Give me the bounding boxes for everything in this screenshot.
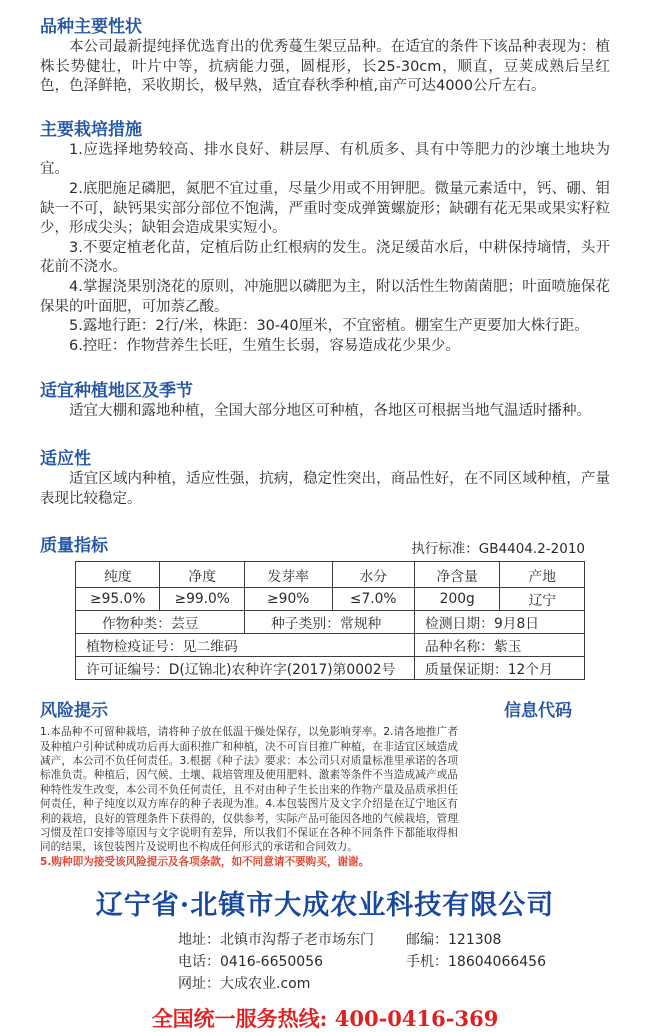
cell-variety-name: 品种名称：紫玉 (414, 634, 584, 657)
section-cultivation (40, 119, 610, 357)
region-season-heading: 适宜种植地区及季节 (40, 381, 193, 402)
cultivation-item-4: 4.掌握浇果别浇花的原则，冲施肥以磷肥为主，附以活性生物菌菌肥；叶面喷施保花保果的叶面肥，可加萘乙酸。 (40, 278, 610, 315)
region-season-text: 适宜大棚和露地种植，全国大部分地区可种植，各地区可根据当地气温适时播种。 (69, 403, 591, 420)
cultivation-heading: 主要栽培措施 (40, 119, 142, 140)
cell-license-no: 许可证编号：D(辽锦北)农种许字(2017)第0002号 (76, 657, 415, 680)
table-row (76, 634, 585, 657)
quality-heading-row (40, 535, 610, 557)
company-website: 网址：大成农业.com (178, 976, 311, 993)
th-germination: 发芽率 (244, 562, 332, 588)
cultivation-item-6: 6.控旺：作物营养生长旺，生殖生长弱，容易造成花少果少。 (69, 337, 460, 354)
company-postcode: 邮编：121308 (406, 932, 502, 949)
value-cleanliness: ≥99.0% (160, 588, 244, 611)
cell-test-date: 检测日期：9月8日 (414, 611, 584, 634)
cell-crop-type: 作物种类：芸豆 (76, 611, 245, 634)
table-row (76, 588, 585, 611)
th-purity: 纯度 (76, 562, 160, 588)
cell-seed-category: 种子类别：常规种 (244, 611, 414, 634)
th-net-content: 净含量 (414, 562, 500, 588)
variety-traits-text: 本公司最新提纯择优选育出的优秀蔓生架豆品种。在适宜的条件下该品种表现为：植株长势健壮，叶片中等，抗病能力强，圆棍形，长25-30cm，顺直，豆荚成熟后呈红色，色泽鲜艳，采收期长，极早熟，适宜春秋季种植,亩产可达4000公斤左右。 (40, 39, 610, 95)
risk-heading-row (40, 700, 610, 722)
section-risk-notice (40, 700, 610, 869)
cultivation-item-1: 1.应选择地势较高、排水良好、耕层厚、有机质多、具有中等肥力的沙壤土地块为宜。 (40, 141, 610, 178)
quality-heading: 质量指标 (40, 536, 108, 557)
service-hotline: 全国统一服务热线: 400-0416-369 (151, 1006, 499, 1032)
th-cleanliness: 净度 (160, 562, 244, 588)
adaptability-text: 适宜区域内种植，适应性强，抗病，稳定性突出，商品性好，在不同区域种植，产量表现比较稳定。 (40, 470, 610, 507)
value-origin: 辽宁 (500, 588, 585, 611)
quality-table (75, 561, 585, 680)
section-region-season (40, 380, 610, 422)
company-phone: 电话：0416-6650056 (178, 954, 324, 971)
table-row (76, 562, 585, 588)
phone-row (178, 953, 610, 972)
value-moisture: ≤7.0% (332, 588, 414, 611)
execution-standard: 执行标准：GB4404.2-2010 (411, 541, 585, 558)
section-quality-indicators (40, 535, 610, 680)
section-adaptability (40, 448, 610, 509)
cultivation-item-3: 3.不要定植老化苗，定植后防止红根病的发生。浇足缓苗水后，中耕保持墒情，头开花前不浇水。 (40, 239, 610, 276)
risk-warning-text: 5.购种即为接受该风险提示及各项条款，如不同意请不要购买，谢谢。 (40, 855, 370, 868)
table-row (76, 611, 585, 634)
cultivation-item-2: 2.底肥施足磷肥，氮肥不宜过重，尽量少用或不用钾肥。微量元素适中，钙、硼、钼缺一不可，缺钙果实部分部位不饱满，严重时变成弹簧螺旋形；缺硼有花无果或果实籽粒少，形成尖头；缺钼会造成果实短小。 (40, 180, 610, 237)
website-row (178, 975, 610, 994)
cell-quality-period: 质量保证期：12个月 (414, 657, 584, 680)
risk-body-text: 1.本品种不可留种栽培，请将种子放在低温干燥处保存，以免影响芽率。2.请各地推广者及种植户引种试种成功后再大面积推广和种植，决不可盲目推广种植，在非适宜区域造成减产，本公司不负任何责任。3.根据《种子法》要求：本公司只对质量标准里承诺的各项标准负责。种植后，因气候、土壤、栽培管理及使用肥料、激素等条件不当造成减产或品种特性发生改变，本公司不负任何责任，且不对由种子生长出来的作物产量及品质承担任何责任，种子纯度以双方库存的种子表现为准。4.本包装图片及文字介绍是在辽宁地区有利的栽培，良好的管理条件下获得的，仅供参考，实际产品可能因各地的气候栽培，管理习惯及茬口安排等原因与文字说明有差异，所以我们不保证在各种不同条件下都能取得相同的结果，该包装图片及说明也不构成任何形式的承诺和合同效力。 (40, 726, 458, 854)
section-variety-traits (40, 16, 610, 97)
cultivation-item-5: 5.露地行距：2行/米，株距：30-40厘米，不宜密植。棚室生产更要加大株行距。 (69, 318, 589, 335)
th-origin: 产地 (500, 562, 585, 588)
table-row (76, 657, 585, 680)
value-purity: ≥95.0% (76, 588, 160, 611)
th-moisture: 水分 (332, 562, 414, 588)
address-row (178, 931, 610, 950)
cell-quarantine-no: 植物检疫证号：见二维码 (76, 634, 415, 657)
value-germination: ≥90% (244, 588, 332, 611)
footer (40, 889, 610, 1032)
variety-traits-heading: 品种主要性状 (40, 17, 142, 37)
info-code-heading: 信息代码 (504, 701, 572, 722)
value-net-content: 200g (414, 588, 500, 611)
company-address: 地址：北镇市沟帮子老市场东门 (178, 932, 374, 949)
company-mobile: 手机：18604066456 (406, 954, 546, 971)
company-contact-block (178, 931, 610, 994)
risk-heading: 风险提示 (40, 701, 108, 722)
quality-table-container (75, 561, 585, 680)
company-name: 辽宁省·北镇市大成农业科技有限公司 (95, 890, 555, 922)
adaptability-heading: 适应性 (40, 448, 91, 469)
